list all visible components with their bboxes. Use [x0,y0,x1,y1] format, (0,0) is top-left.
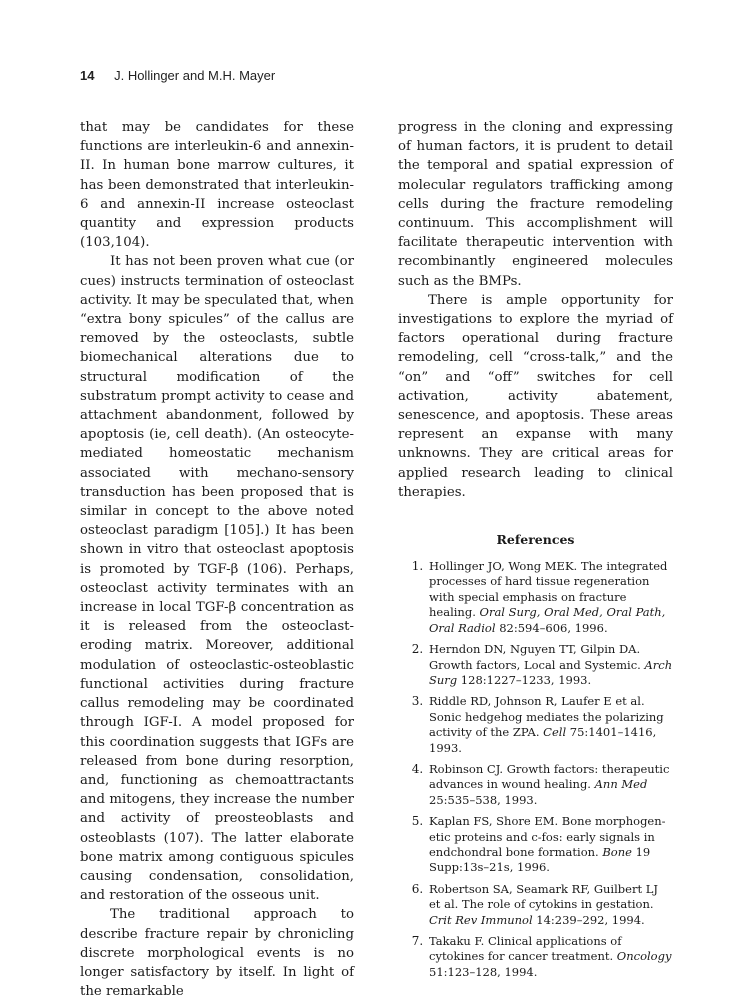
reference-item: 7. Takaku F. Clinical applications of cytokines for cancer treatment. Oncology 51:123–128, 1994. [427,934,673,980]
reference-item: 4. Robinson CJ. Growth factors: therapeutic advances in wound healing. Ann Med 25:535–538, 1993. [427,762,673,808]
reference-item: 2. Herndon DN, Nguyen TT, Gilpin DA. Growth factors, Local and Systemic. Arch Surg 128:1227–1233, 1993. [427,642,673,688]
journal-name: Cell [543,725,567,740]
left-column [80,118,354,1001]
body-paragraph: that may be candidates for these functions are interleukin-6 and annexin-II. In human bone marrow cultures, it has been demonstrated that interleukin-6 and annexin-II increase osteoclast quantity and expression products (103,104). [80,120,354,251]
running-title: J. Hollinger and M.H. Mayer [114,68,276,83]
journal-name: Crit Rev Immunol [429,912,533,927]
page-number: 14 [80,68,95,83]
journal-name: Arch Surg [429,657,673,687]
running-header [80,68,275,83]
body-paragraph: The traditional approach to describe fracture repair by chronicling discrete morphological events is no longer satisfactory by itself. In light of the remarkable [80,907,354,1000]
journal-name: Bone [602,844,632,859]
reference-item: 6. Robertson SA, Seamark RF, Guilbert LJ et al. The role of cytokins in gestation. Crit Rev Immunol 14:239–292, 1994. [427,882,673,928]
journal-name: Oral Surg, Oral Med, Oral Path, Oral Radiol [429,605,666,635]
journal-name: Ann Med [594,777,648,792]
body-paragraph: It has not been proven what cue (or cues) instructs termination of osteoclast activity. It may be speculated that, when “extra bony spicules” of the callus are removed by the osteoclasts, subtle biomechanical alterations due to structural modification of the substratum prompt activity to cease and attachment abandonment, followed by apoptosis (ie, cell death). (An osteocyte-mediated homeostatic mechanism associated with mechano-sensory transduction has been proposed that is similar in concept to the above noted osteoclast paradigm [105].) It has been shown in vitro that osteoclast apoptosis is promoted by TGF-β (106). Perhaps, osteoclast activity terminates with an increase in local TGF-β concentration as it is released from the osteoclast-eroding matrix. Moreover, additional modulation of osteoclastic-osteoblastic functional activities during fracture callus remodeling may be coordinated through IGF-I. A model proposed for this coordination suggests that IGFs are released from bone during resorption, and, functioning as chemoattractants and mitogens, they increase the number and activity of preosteoblasts and osteoblasts (107). The latter elaborate bone matrix among contiguous spicules causing condensation, consolidation, and restoration of the osseous unit. [80,254,354,904]
reference-item: 3. Riddle RD, Johnson R, Laufer E et al. Sonic hedgehog mediates the polarizing activity of the ZPA. Cell 75:1401–1416, 1993. [427,694,673,756]
body-paragraph: There is ample opportunity for investigations to explore the myriad of factors operational during fracture remodeling, cell “cross-talk,” and the “on” and “off” switches for cell activation, activity abatement, senescence, and apoptosis. These areas represent an expanse with many unknowns. They are critical areas for applied research leading to clinical therapies. [398,292,673,500]
journal-name: Oncology [616,949,672,964]
reference-item: 1. Hollinger JO, Wong MEK. The integrated processes of hard tissue regeneration with special emphasis on fracture healing. Oral Surg, Oral Med, Oral Path, Oral Radiol 82:594–606, 1996. [427,559,673,636]
body-paragraph: progress in the cloning and expressing of human factors, it is prudent to detail the temporal and spatial expression of molecular regulators trafficking among cells during the fracture remodeling continuum. This accomplishment will facilitate therapeutic intervention with recombinantly engineered molecules such as the BMPs. [398,120,673,289]
right-column [398,118,673,986]
references-list [398,559,673,980]
references-heading: References [496,532,575,548]
reference-item: 5. Kaplan FS, Shore EM. Bone morphogenetic proteins and c-fos: early signals in endchondral bone formation. Bone 19 Supp:13s–21s, 1996. [427,814,673,876]
